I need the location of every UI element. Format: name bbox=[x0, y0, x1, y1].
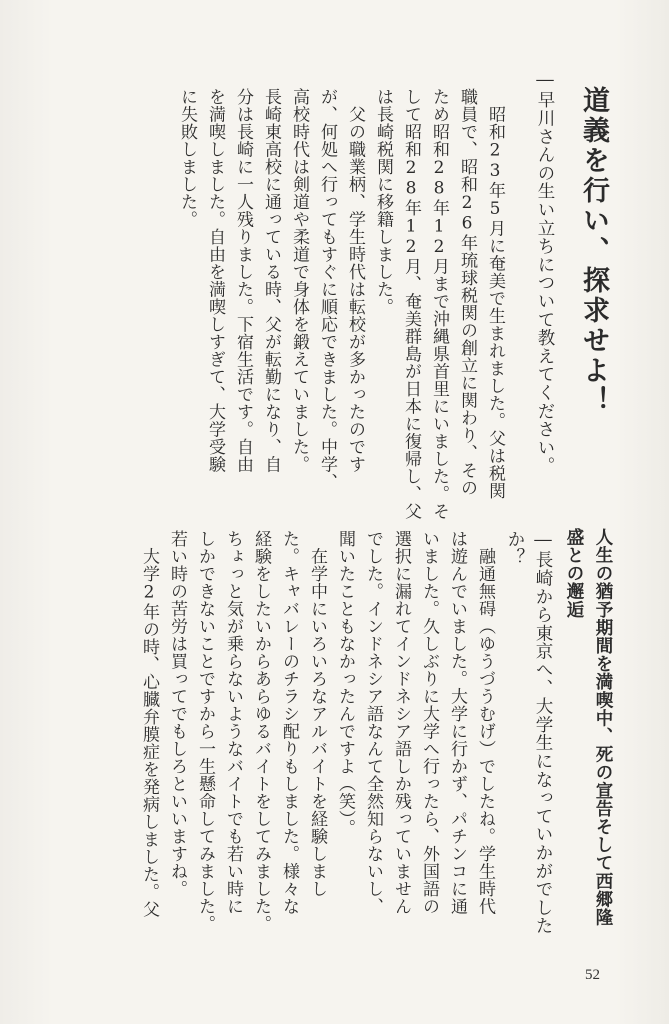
page-number: 52 bbox=[585, 967, 600, 983]
answer-paragraphs-2: 融通無碍（ゆうづうむげ）でしたね。学生時代 は遊んでいました。大学に行かず、パチンコに通 いました。久しぶりに大学へ行ったら、外国語の 選択に漏れてインドネシア語しか残っていません でした。インドネシア語なんて全然知らないし、 聞いたこともなかったんですよ（笑）。 在学中にいろいろなアルバイトを経験しまし た。キャバレーのチラシ配りもしました。様々な 経験をしたいからあらゆるバイトをしてみました。 ちょっと気が乗らないようなバイトでも若い時に しかできないことですから一生懸命してみました。 若い時の苦労は買ってでもしろといいますね。 大学2年の時、心臓弁膜症を発病しました。父 bbox=[139, 530, 495, 933]
section-subheading: 人生の猶予期間を満喫中、死の宣告そして西郷隆 盛との邂逅 bbox=[564, 528, 613, 927]
interview-question-1: ―早川さんの生い立ちについて教えてください。 bbox=[535, 70, 555, 476]
answer-paragraphs-1: 昭和23年5月に奄美で生まれました。父は税関 職員で、昭和26年琉球税関の創立に関わり、その ため昭和28年12月まで沖縄県首里にいました。そ して昭和28年12月、奄美群島が日本に復帰し、父 は長崎税関に移籍しました。 父の職業柄、学生時代は転校が多かったのです が、何処へ行ってもすぐに順応できました。中学、 高校時代は剣道や柔道で身体を鍛えていました。 長崎東高校に通っている時、父が転勤になり、自 分は長崎に一人残りました。下宿生活です。自由 を満喫しました。自由を満喫しすぎて、大学受験 に失敗しました。 bbox=[177, 88, 505, 520]
page-headline: 道義を行い、探求せよ！ bbox=[578, 86, 609, 416]
interview-question-2: ―長崎から東京へ、大学生になっていかがでした か？ bbox=[505, 530, 553, 936]
